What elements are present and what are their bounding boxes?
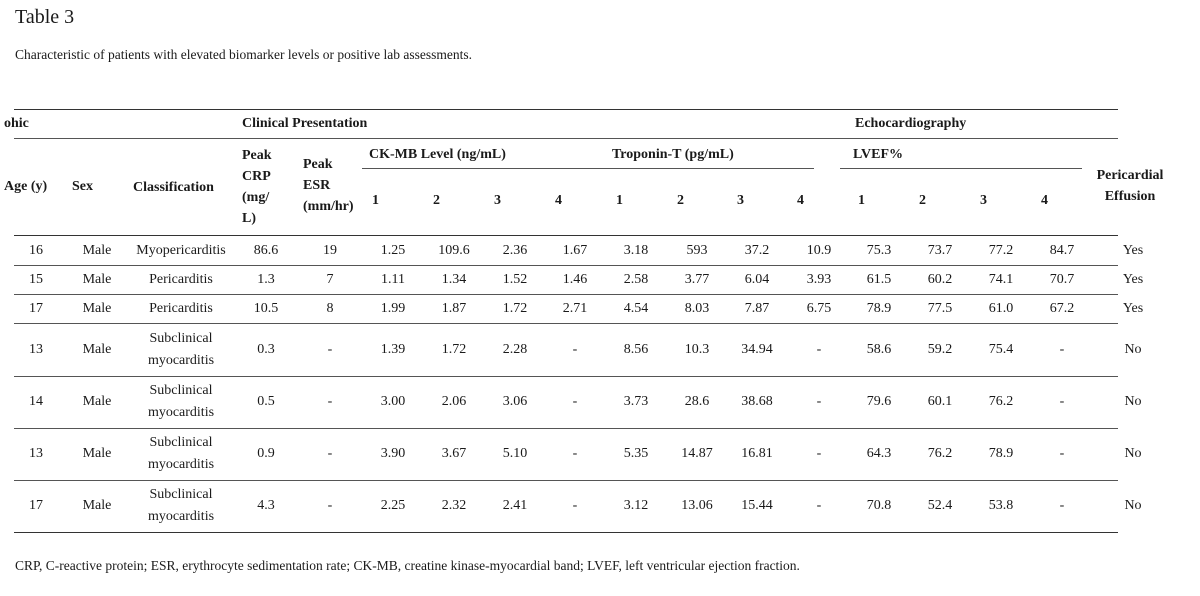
subgroup-rule-lvef bbox=[840, 168, 1082, 169]
row-divider bbox=[14, 532, 1118, 533]
cell-ckmb-3: 2.28 bbox=[502, 341, 528, 357]
cell-lvef-4: - bbox=[1059, 394, 1065, 409]
cell-ckmb-2: 1.72 bbox=[441, 341, 467, 357]
row-divider bbox=[14, 294, 1118, 295]
cell-troponin-4: - bbox=[816, 394, 822, 409]
cell-troponin-2: 28.6 bbox=[684, 394, 710, 409]
cell-lvef-2: 60.2 bbox=[927, 271, 953, 287]
group-header-clinical: Clinical Presentation bbox=[242, 116, 368, 131]
cell-esr: - bbox=[327, 394, 333, 409]
header-troponin-timepoint-2: 2 bbox=[677, 193, 684, 208]
header-lvef: LVEF% bbox=[853, 147, 904, 162]
cell-troponin-1: 2.58 bbox=[623, 271, 649, 287]
header-ckmb-timepoint-3: 3 bbox=[494, 193, 501, 208]
cell-ckmb-4: - bbox=[572, 498, 578, 513]
cell-lvef-4: - bbox=[1059, 498, 1065, 513]
cell-ckmb-1: 3.90 bbox=[380, 446, 406, 461]
header-ckmb-timepoint-2: 2 bbox=[433, 193, 440, 208]
cell-esr: 8 bbox=[326, 300, 334, 316]
cell-esr: - bbox=[327, 498, 333, 513]
cell-ckmb-3: 2.41 bbox=[502, 498, 528, 513]
cell-ckmb-3: 3.06 bbox=[502, 394, 528, 409]
cell-troponin-2: 14.87 bbox=[681, 446, 713, 461]
header-lvef-timepoint-3: 3 bbox=[980, 193, 987, 208]
cell-sex: Male bbox=[82, 394, 112, 409]
header-troponin-timepoint-4: 4 bbox=[797, 193, 804, 208]
header-ckmb: CK-MB Level (ng/mL) bbox=[369, 147, 506, 162]
cell-troponin-1: 5.35 bbox=[623, 446, 649, 461]
cell-ckmb-1: 3.00 bbox=[380, 394, 406, 409]
cell-crp: 1.3 bbox=[257, 271, 275, 287]
cell-effusion: Yes bbox=[1122, 242, 1144, 258]
cell-troponin-4: - bbox=[816, 498, 822, 513]
cell-age: 13 bbox=[29, 446, 43, 461]
cell-troponin-1: 3.12 bbox=[623, 498, 649, 513]
cell-lvef-4: 84.7 bbox=[1049, 242, 1075, 258]
cell-ckmb-4: 1.46 bbox=[562, 271, 588, 287]
cell-ckmb-1: 1.25 bbox=[380, 242, 406, 258]
cell-classification: Subclinical myocarditis bbox=[147, 330, 215, 368]
cell-troponin-3: 7.87 bbox=[744, 300, 770, 316]
cell-lvef-3: 77.2 bbox=[988, 242, 1014, 258]
cell-ckmb-3: 1.52 bbox=[502, 271, 528, 287]
cell-age: 14 bbox=[29, 394, 43, 409]
subgroup-rule bbox=[362, 168, 814, 169]
cell-lvef-2: 60.1 bbox=[927, 394, 953, 409]
cell-classification: Myopericarditis bbox=[136, 242, 226, 258]
cell-lvef-2: 59.2 bbox=[927, 341, 953, 357]
cell-troponin-4: 3.93 bbox=[806, 271, 832, 287]
header-troponin-timepoint-1: 1 bbox=[616, 193, 623, 208]
cell-classification: Subclinical myocarditis bbox=[147, 383, 215, 420]
cell-lvef-4: - bbox=[1059, 341, 1065, 357]
cell-effusion: No bbox=[1124, 446, 1142, 461]
cell-lvef-1: 70.8 bbox=[866, 498, 892, 513]
header-ckmb-timepoint-4: 4 bbox=[555, 193, 562, 208]
cell-troponin-3: 38.68 bbox=[741, 394, 773, 409]
cell-lvef-2: 73.7 bbox=[927, 242, 953, 258]
cell-troponin-1: 4.54 bbox=[623, 300, 649, 316]
group-header-demographic: ohic bbox=[4, 116, 29, 131]
cell-troponin-3: 16.81 bbox=[741, 446, 773, 461]
row-divider bbox=[14, 376, 1118, 377]
cell-lvef-1: 75.3 bbox=[866, 242, 892, 258]
cell-ckmb-1: 1.39 bbox=[380, 341, 406, 357]
cell-age: 13 bbox=[29, 341, 43, 357]
table-caption: Characteristic of patients with elevated biomarker levels or positive lab assessments. bbox=[15, 47, 472, 62]
cell-troponin-3: 37.2 bbox=[744, 242, 770, 258]
header-lvef-timepoint-1: 1 bbox=[858, 193, 865, 208]
cell-troponin-3: 34.94 bbox=[741, 341, 773, 357]
cell-lvef-3: 75.4 bbox=[988, 341, 1014, 357]
header-age: Age (y) bbox=[4, 179, 48, 194]
cell-troponin-4: - bbox=[816, 446, 822, 461]
cell-classification: Subclinical myocarditis bbox=[147, 435, 215, 472]
cell-effusion: Yes bbox=[1122, 271, 1144, 287]
cell-lvef-4: - bbox=[1059, 446, 1065, 461]
cell-ckmb-2: 2.06 bbox=[441, 394, 467, 409]
cell-troponin-1: 3.73 bbox=[623, 394, 649, 409]
row-divider bbox=[14, 265, 1118, 266]
cell-ckmb-4: - bbox=[572, 341, 578, 357]
cell-ckmb-4: - bbox=[572, 446, 578, 461]
cell-lvef-1: 58.6 bbox=[866, 341, 892, 357]
cell-lvef-2: 52.4 bbox=[927, 498, 953, 513]
cell-classification: Subclinical myocarditis bbox=[147, 487, 215, 524]
row-divider bbox=[14, 323, 1118, 324]
cell-effusion: Yes bbox=[1122, 300, 1144, 316]
cell-troponin-2: 10.3 bbox=[684, 341, 710, 357]
cell-lvef-3: 74.1 bbox=[988, 271, 1014, 287]
cell-sex: Male bbox=[82, 446, 112, 461]
header-esr: Peak ESR (mm/hr) bbox=[303, 157, 354, 214]
cell-effusion: No bbox=[1124, 394, 1142, 409]
cell-troponin-1: 3.18 bbox=[623, 242, 649, 258]
header-effusion: Pericardial Effusion bbox=[1096, 168, 1164, 204]
cell-ckmb-3: 2.36 bbox=[502, 242, 528, 258]
cell-troponin-4: 10.9 bbox=[806, 242, 832, 258]
cell-crp: 86.6 bbox=[253, 242, 279, 258]
cell-crp: 4.3 bbox=[257, 498, 275, 513]
cell-ckmb-2: 109.6 bbox=[438, 242, 470, 258]
cell-ckmb-3: 5.10 bbox=[502, 446, 528, 461]
cell-troponin-4: 6.75 bbox=[806, 300, 832, 316]
header-troponin-timepoint-3: 3 bbox=[737, 193, 744, 208]
cell-lvef-3: 53.8 bbox=[988, 498, 1014, 513]
cell-ckmb-4: 2.71 bbox=[562, 300, 588, 316]
group-rule bbox=[14, 138, 1118, 139]
cell-lvef-2: 76.2 bbox=[927, 446, 953, 461]
cell-troponin-2: 593 bbox=[686, 242, 708, 258]
header-sex: Sex bbox=[72, 179, 93, 194]
cell-esr: 19 bbox=[323, 242, 337, 258]
cell-lvef-1: 78.9 bbox=[866, 300, 892, 316]
cell-lvef-4: 67.2 bbox=[1049, 300, 1075, 316]
cell-crp: 0.5 bbox=[257, 394, 275, 409]
cell-esr: 7 bbox=[326, 271, 334, 287]
cell-esr: - bbox=[327, 341, 333, 357]
cell-sex: Male bbox=[82, 271, 112, 287]
cell-troponin-2: 3.77 bbox=[684, 271, 710, 287]
cell-ckmb-2: 3.67 bbox=[441, 446, 467, 461]
table-title: Table 3 bbox=[15, 6, 75, 28]
header-lvef-timepoint-2: 2 bbox=[919, 193, 926, 208]
cell-troponin-1: 8.56 bbox=[623, 341, 649, 357]
cell-classification: Pericarditis bbox=[149, 271, 213, 287]
cell-sex: Male bbox=[82, 341, 112, 357]
cell-crp: 0.3 bbox=[257, 341, 275, 357]
cell-ckmb-4: - bbox=[572, 394, 578, 409]
cell-ckmb-4: 1.67 bbox=[562, 242, 588, 258]
cell-lvef-2: 77.5 bbox=[927, 300, 953, 316]
cell-sex: Male bbox=[82, 300, 112, 316]
cell-sex: Male bbox=[82, 242, 112, 258]
cell-age: 16 bbox=[29, 242, 43, 258]
cell-ckmb-2: 2.32 bbox=[441, 498, 467, 513]
cell-age: 15 bbox=[29, 271, 43, 287]
cell-esr: - bbox=[327, 446, 333, 461]
header-ckmb-timepoint-1: 1 bbox=[372, 193, 379, 208]
cell-ckmb-1: 1.11 bbox=[381, 271, 405, 287]
row-divider bbox=[14, 480, 1118, 481]
cell-troponin-2: 13.06 bbox=[681, 498, 713, 513]
cell-ckmb-2: 1.87 bbox=[441, 300, 467, 316]
header-crp: Peak CRP (mg/ L) bbox=[242, 148, 272, 226]
cell-ckmb-2: 1.34 bbox=[441, 271, 467, 287]
cell-troponin-4: - bbox=[816, 341, 822, 357]
cell-lvef-1: 64.3 bbox=[866, 446, 892, 461]
left-clip-mask bbox=[0, 105, 14, 545]
cell-lvef-3: 78.9 bbox=[988, 446, 1014, 461]
header-classification: Classification bbox=[133, 180, 214, 195]
cell-ckmb-1: 1.99 bbox=[380, 300, 406, 316]
header-lvef-timepoint-4: 4 bbox=[1041, 193, 1048, 208]
cell-lvef-1: 79.6 bbox=[866, 394, 892, 409]
cell-troponin-2: 8.03 bbox=[684, 300, 710, 316]
cell-troponin-3: 6.04 bbox=[744, 271, 770, 287]
cell-crp: 0.9 bbox=[257, 446, 275, 461]
cell-age: 17 bbox=[29, 300, 43, 316]
cell-ckmb-1: 2.25 bbox=[380, 498, 406, 513]
group-header-echo: Echocardiography bbox=[855, 116, 967, 131]
cell-lvef-3: 61.0 bbox=[988, 300, 1014, 316]
cell-age: 17 bbox=[29, 498, 43, 513]
cell-classification: Pericarditis bbox=[149, 300, 213, 316]
cell-crp: 10.5 bbox=[253, 300, 279, 316]
cell-sex: Male bbox=[82, 498, 112, 513]
cell-troponin-3: 15.44 bbox=[741, 498, 773, 513]
table-footnote: CRP, C-reactive protein; ESR, erythrocyte sedimentation rate; CK-MB, creatine kinase-myocardial band; LVEF, left ventricular ejection fraction. bbox=[15, 558, 800, 573]
cell-lvef-1: 61.5 bbox=[866, 271, 892, 287]
cell-lvef-4: 70.7 bbox=[1049, 271, 1075, 287]
row-divider bbox=[14, 428, 1118, 429]
cell-effusion: No bbox=[1124, 341, 1142, 357]
top-rule bbox=[14, 109, 1118, 110]
header-troponin: Troponin-T (pg/mL) bbox=[612, 147, 734, 162]
cell-effusion: No bbox=[1124, 498, 1142, 513]
cell-lvef-3: 76.2 bbox=[988, 394, 1014, 409]
cell-ckmb-3: 1.72 bbox=[502, 300, 528, 316]
